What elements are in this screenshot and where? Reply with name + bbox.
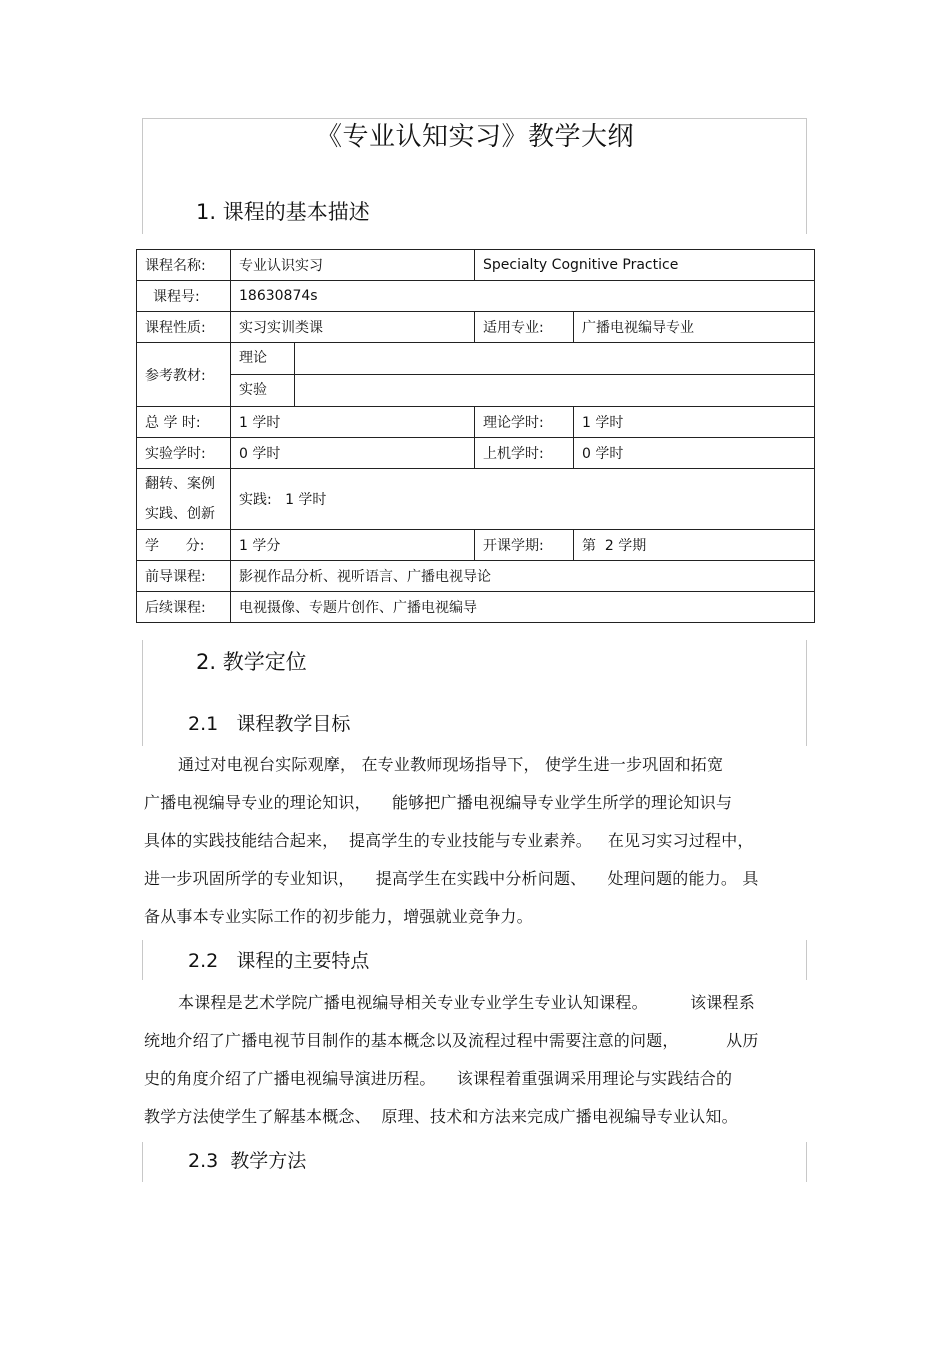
course-name-en: Specialty Cognitive Practice [475, 250, 815, 281]
follow-label: 后续课程: [137, 592, 231, 623]
paragraph-line: 统地介绍了广播电视节目制作的基本概念以及流程过程中需要注意的问题， 从历 [144, 1031, 759, 1050]
nature-label: 课程性质: [137, 312, 231, 343]
machine-hours-value: 0 学时 [574, 438, 815, 469]
paragraph-2-2 [144, 984, 808, 1136]
flip-label [137, 469, 231, 530]
table-row [137, 250, 815, 281]
exp-hours-value: 0 学时 [231, 438, 475, 469]
table-row [137, 561, 815, 592]
semester-value: 第 2 学期 [574, 530, 815, 561]
course-name-label: 课程名称: [137, 250, 231, 281]
theory-hours-value: 1 学时 [574, 407, 815, 438]
table-row [137, 281, 815, 312]
exp-hours-label: 实验学时: [137, 438, 231, 469]
table-row [137, 438, 815, 469]
credit-value: 1 学分 [231, 530, 475, 561]
theory-hours-label: 理论学时: [475, 407, 574, 438]
section-2-heading: 2. 教学定位 [196, 650, 307, 674]
total-hours-label: 总 学 时: [137, 407, 231, 438]
flip-label-line-1: 翻转、案例 [145, 476, 215, 492]
paragraph-line: 史的角度介绍了广播电视编导演进历程。 该课程着重强调采用理论与实践结合的 [144, 1069, 733, 1088]
major-label: 适用专业: [475, 312, 574, 343]
table-row [137, 592, 815, 623]
table-row [137, 530, 815, 561]
paragraph-line: 进一步巩固所学的专业知识， 提高学生在实践中分析问题、 处理问题的能力。 具 [144, 869, 759, 888]
course-info-table [136, 249, 815, 623]
ref-label: 参考教材: [137, 343, 231, 407]
course-no-label: 课程号: [137, 281, 231, 312]
nature-value: 实习实训类课 [231, 312, 475, 343]
practice-value: 实践: 1 学时 [231, 469, 815, 530]
major-value: 广播电视编导专业 [574, 312, 815, 343]
credit-label: 学 分: [137, 530, 231, 561]
frame-right-4 [806, 1142, 807, 1182]
paragraph-line: 广播电视编导专业的理论知识， 能够把广播电视编导专业学生所学的理论知识与 [144, 793, 733, 812]
paragraph-line: 具体的实践技能结合起来， 提高学生的专业技能与专业素养。 在见习实习过程中， [144, 831, 754, 850]
table-row [137, 469, 815, 530]
table-row [137, 407, 815, 438]
frame-right-3 [806, 940, 807, 980]
semester-label: 开课学期: [475, 530, 574, 561]
section-2-2-heading: 2.2 课程的主要特点 [188, 950, 370, 972]
paragraph-line: 教学方法使学生了解基本概念、 原理、技术和方法来完成广播电视编导专业认知。 [144, 1107, 738, 1126]
frame-left-4 [142, 1142, 143, 1182]
section-2-1-heading: 2.1 课程教学目标 [188, 713, 351, 735]
prereq-label: 前导课程: [137, 561, 231, 592]
ref-exp-label: 实验 [231, 375, 295, 406]
document-title: 《专业认知实习》教学大纲 [315, 122, 634, 152]
prereq-value: 影视作品分析、视听语言、广播电视导论 [231, 561, 815, 592]
frame-left-2 [142, 640, 143, 746]
section-2-3-heading: 2.3 教学方法 [188, 1150, 307, 1172]
ref-subtable [231, 343, 815, 407]
ref-theory-label: 理论 [231, 343, 295, 374]
frame-left-3 [142, 940, 143, 980]
paragraph-line: 通过对电视台实际观摩， 在专业教师现场指导下， 使学生进一步巩固和拓宽 [178, 755, 724, 774]
paragraph-line: 备从事本专业实际工作的初步能力，增强就业竞争力。 [144, 907, 533, 926]
flip-label-line-2: 实践、创新 [145, 506, 215, 522]
paragraph-2-1 [144, 746, 808, 936]
course-no: 18630874s [231, 281, 815, 312]
table-row [137, 343, 815, 407]
course-name-cn: 专业认识实习 [231, 250, 475, 281]
table-row [137, 312, 815, 343]
section-1-heading: 1. 课程的基本描述 [196, 200, 370, 224]
follow-value: 电视摄像、专题片创作、广播电视编导 [231, 592, 815, 623]
machine-hours-label: 上机学时: [475, 438, 574, 469]
total-hours-value: 1 学时 [231, 407, 475, 438]
frame-right-2 [806, 640, 807, 746]
paragraph-line: 本课程是艺术学院广播电视编导相关专业专业学生专业认知课程。 该课程系 [178, 993, 755, 1012]
